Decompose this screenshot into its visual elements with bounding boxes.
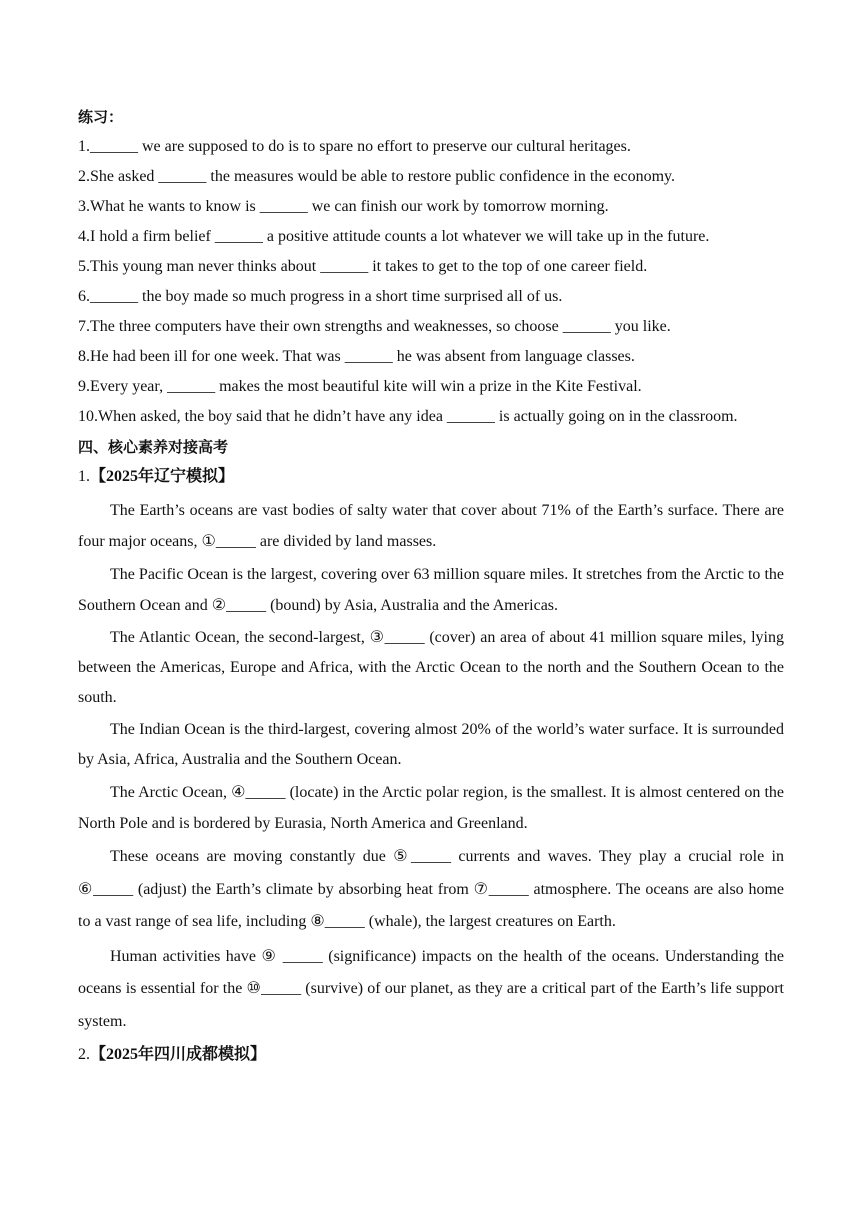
problem-1-title <box>78 462 784 495</box>
practice-item-3: 3.What he wants to know is ______ we can finish our work by tomorrow morning. <box>78 198 609 215</box>
practice-item-7: 7.The three computers have their own strengths and weaknesses, so choose ______ you like. <box>78 318 671 335</box>
problem-2-title <box>78 1040 784 1073</box>
practice-item-1: 1.______ we are supposed to do is to spare no effort to preserve our cultural heritages. <box>78 138 631 155</box>
practice-list <box>78 132 784 432</box>
document-page <box>78 102 784 1073</box>
practice-item-5: 5.This young man never thinks about ______ it takes to get to the top of one career field. <box>78 258 648 275</box>
problem-1-number: 1. <box>78 468 90 485</box>
section-heading: 四、核心素养对接高考 <box>78 438 229 456</box>
practice-item-8: 8.He had been ill for one week. That was ______ he was absent from language classes. <box>78 348 635 365</box>
passage-paragraph-7: Human activities have ⑨ _____ (significance) impacts on the health of the oceans. Understanding the oceans is essential for the ⑩_____ (survive) of our planet, as they are a critical part of the Earth’s life support system. <box>78 947 784 1030</box>
passage-paragraph-5: The Arctic Ocean, ④_____ (locate) in the Arctic polar region, is the smallest. It is almost centered on the North Pole and is bordered by Eurasia, North America and Greenland. <box>78 784 784 832</box>
passage-paragraph-1: The Earth’s oceans are vast bodies of salty water that cover about 71% of the Earth’s surface. There are four major oceans, ①_____ are divided by land masses. <box>78 502 784 550</box>
passage-paragraph-2: The Pacific Ocean is the largest, covering over 63 million square miles. It stretches from the Arctic to the Southern Ocean and ②_____ (bound) by Asia, Australia and the Americas. <box>78 566 784 614</box>
practice-item-10: 10.When asked, the boy said that he didn’t have any idea ______ is actually going on in the classroom. <box>78 408 738 425</box>
practice-item-6: 6.______ the boy made so much progress in a short time surprised all of us. <box>78 288 563 305</box>
problem-1-source: 【2025年辽宁模拟】 <box>90 468 235 485</box>
practice-item-9: 9.Every year, ______ makes the most beautiful kite will win a prize in the Kite Festival. <box>78 378 642 395</box>
passage-paragraph-3: The Atlantic Ocean, the second-largest, ③_____ (cover) an area of about 41 million square miles, lying between the Americas, Europe and Africa, with the Arctic Ocean to the north and the Southern Ocean to the south. <box>78 629 784 706</box>
practice-item-4: 4.I hold a firm belief ______ a positive attitude counts a lot whatever we will take up in the future. <box>78 228 710 245</box>
passage-paragraph-4: The Indian Ocean is the third-largest, covering almost 20% of the world’s water surface. It is surrounded by Asia, Africa, Australia and the Southern Ocean. <box>78 721 784 768</box>
problem-2-number: 2. <box>78 1046 90 1063</box>
passage-paragraph-6: These oceans are moving constantly due ⑤_____ currents and waves. They play a crucial role in ⑥_____ (adjust) the Earth’s climate by absorbing heat from ⑦_____ atmosphere. The oceans are also home to a vast range of sea life, including ⑧_____ (whale), the largest creatures on Earth. <box>78 848 784 930</box>
practice-heading: 练习： <box>78 108 124 126</box>
practice-item-2: 2.She asked ______ the measures would be able to restore public confidence in the economy. <box>78 168 676 185</box>
problem-2-source: 【2025年四川成都模拟】 <box>90 1046 267 1063</box>
